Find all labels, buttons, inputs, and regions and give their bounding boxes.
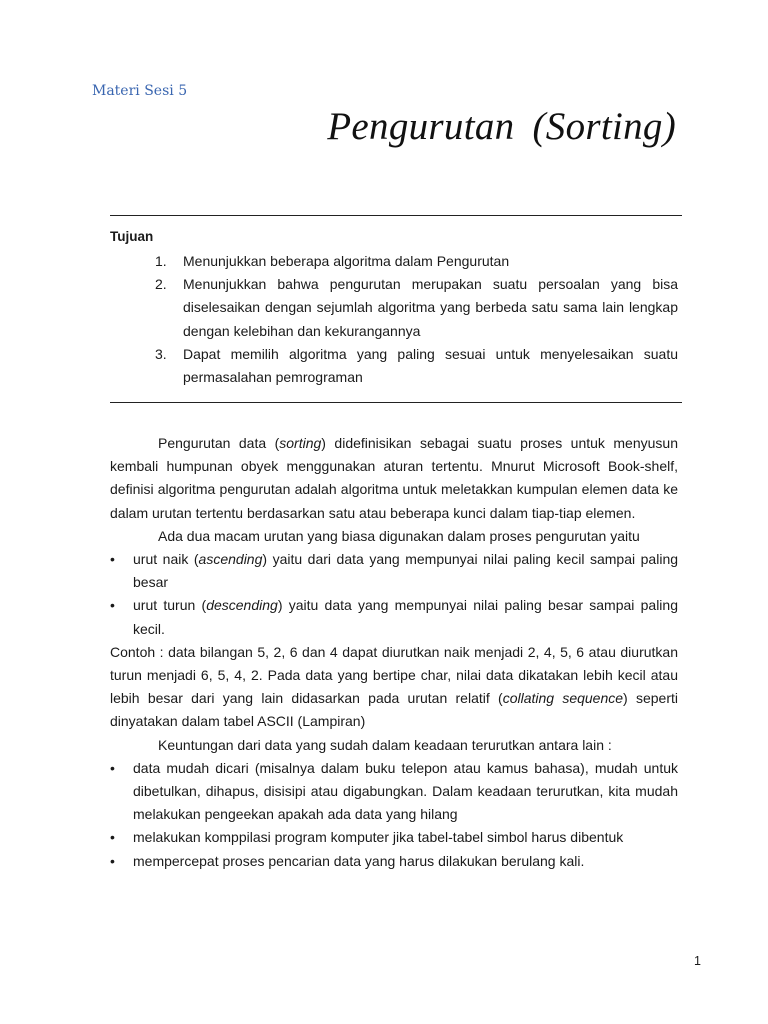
bullet-icon: • [110,759,115,776]
order-intro-paragraph: Ada dua macam urutan yang biasa digunakan dalam proses pengurutan yaitu [158,527,640,544]
goal-number: 3. [155,345,167,362]
list-item [110,757,678,827]
text-run: melakukan komppilasi program komputer jika tabel-tabel simbol harus dibentuk [133,829,624,846]
text-run: Contoh : data bilangan 5, 2, 6 dan 4 dapat diurutkan naik menjadi 2, 4, 5, 6 atau diurutkan turun menjadi 6, 5, 4, 2. Pada data yang bertipe char, nilai data dikatakan lebih kecil atau lebih besar dari yang lain didasarkan pada urutan relatif ( [110,643,678,707]
goals-list [110,250,678,389]
italic-term: collating sequence [502,690,624,707]
goal-text: Menunjukkan beberapa algoritma dalam Pengurutan [183,253,510,269]
bullet-icon: • [110,597,115,614]
order-bullet-list [110,548,678,641]
bottom-divider [110,402,682,403]
goal-item [110,250,678,273]
text-run: data mudah dicari (misalnya dalam buku telepon atau kamus bahasa), mudah untuk dibetulkan, dihapus, disisipi atau digabungkan. Dalam keadaan terurutkan, kita mudah melakukan pengeekan apakah ada data yang hilang [133,759,678,823]
bullet-icon: • [110,829,115,846]
example-paragraph [110,641,678,734]
benefit-bullet-list [110,757,678,873]
goals-heading: Tujuan [110,229,154,244]
page-title: Pengurutan (Sorting) [327,105,676,148]
italic-term: sorting [279,435,322,451]
session-label: Materi Sesi 5 [92,83,188,99]
bullet-icon: • [110,852,115,869]
goal-number: 2. [155,276,167,293]
body-text [110,432,678,873]
goal-text: Menunjukkan bahwa pengurutan merupakan suatu persoalan yang bisa diselesaikan dengan sejumlah algoritma yang berbeda satu sama lain lengkap dengan kelebihan dan kekurangannya [183,276,678,339]
text-run: urut naik ( [133,551,199,568]
definition-paragraph [110,432,678,525]
text-run: mempercepat proses pencarian data yang harus dilakukan berulang kali. [133,852,585,869]
text-run: urut turun ( [133,597,207,614]
list-item [110,826,678,849]
bullet-icon: • [110,551,115,568]
list-item [110,548,678,594]
goal-item [110,343,678,389]
text-run: ) yaitu dari data yang mempunyai nilai paling kecil sampai paling besar [133,551,679,591]
text-run: ) yaitu data yang mempunyai nilai paling besar sampai paling kecil. [133,597,678,637]
italic-term: descending [206,597,278,614]
text-run: ) didefinisikan sebagai suatu proses untuk menyusun kembali humpunan obyek menggunakan aturan tertentu. Mnurut Microsoft Book-shelf, definisi algoritma pengurutan adalah algoritma untuk meletakkan kumpulan elemen data ke dalam urutan tertentu berdasarkan satu atau beberapa kunci dalam tiap-tiap elemen. [110,435,678,521]
goal-text: Dapat memilih algoritma yang paling sesuai untuk menyelesaikan suatu permasalahan pemrograman [183,345,678,386]
text-run: ) seperti dinyatakan dalam tabel ASCII (Lampiran) [110,690,678,730]
goal-number: 1. [155,253,167,269]
italic-term: ascending [198,551,263,568]
list-item [110,850,678,873]
text-run: Pengurutan data ( [158,435,280,451]
benefits-intro-paragraph: Keuntungan dari data yang sudah dalam keadaan terurutkan antara lain : [158,736,612,753]
goal-item [110,273,678,343]
list-item [110,594,678,640]
page-number: 1 [694,954,701,968]
top-divider [110,215,682,216]
